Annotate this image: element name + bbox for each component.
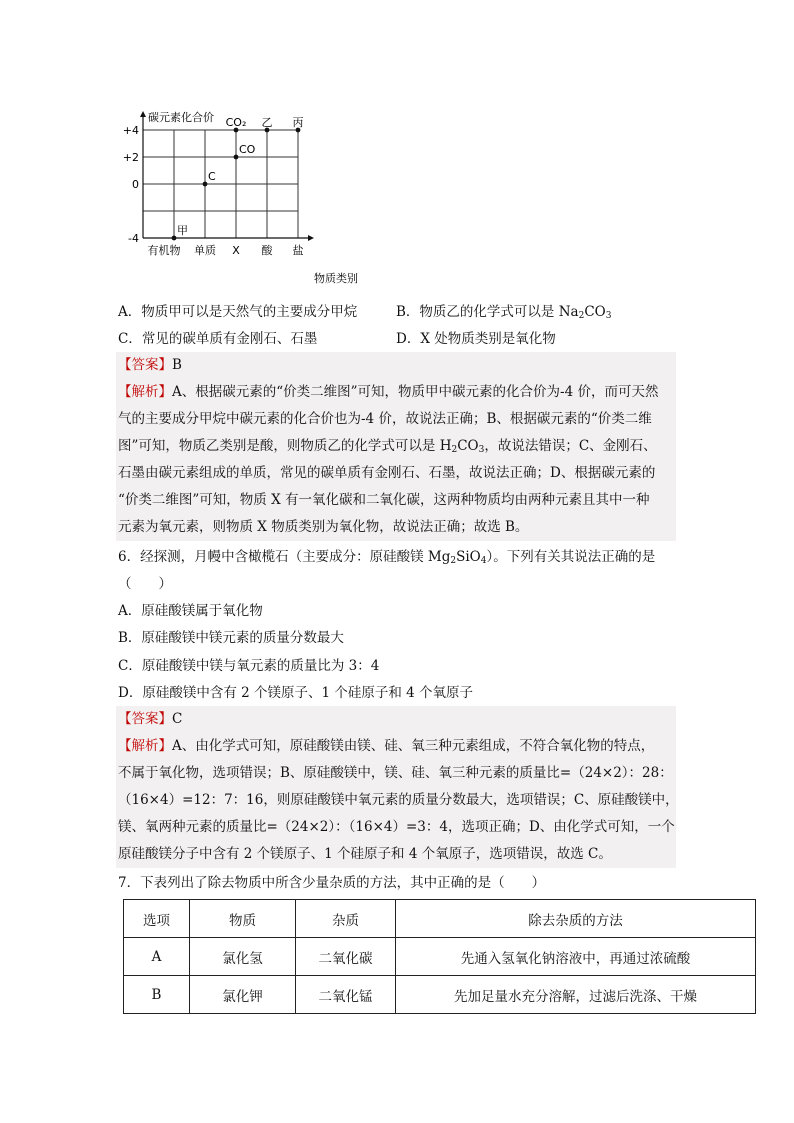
y-tick-label: 0	[132, 178, 139, 191]
q7-table	[123, 899, 756, 1014]
q5-answer-block	[116, 352, 676, 541]
q6-analysis-line: 不属于氧化物，选项错误；B、原硅酸镁中，镁、硅、氧三种元素的质量比=（24×2）：28：	[118, 765, 673, 781]
q6-option-d: D．原硅酸镁中含有 2 个镁原子、1 个硅原子和 4 个氧原子	[118, 685, 474, 701]
table-header: 物质	[190, 900, 296, 938]
table-cell: 先通入氢氧化钠溶液中，再通过浓硫酸	[396, 938, 756, 976]
y-tick-label: -4	[128, 232, 139, 245]
y-tick-label: +2	[122, 151, 139, 164]
q5-option-c: C．常见的碳单质有金刚石、石墨	[118, 331, 318, 347]
q5-option-a: A．物质甲可以是天然气的主要成分甲烷	[118, 304, 358, 320]
table-header: 除去杂质的方法	[396, 900, 756, 938]
q5-analysis-line: “价类二维图”可知，物质 X 有一氧化碳和二氧化碳，这两种物质均由两种元素且其中一种	[118, 492, 650, 508]
q5-analysis-line: 【解析】A、根据碳元素的“价类二维图”可知，物质甲中碳元素的化合价为-4 价，而可天然	[118, 384, 659, 400]
y-tick-label: +4	[122, 124, 139, 137]
table-header: 选项	[124, 900, 190, 938]
q5-analysis-line: 气的主要成分甲烷中碳元素的化合价也为-4 价，故说法正确；B、根据碳元素的“价类二维	[118, 411, 652, 427]
x-tick-label: 盐	[292, 244, 304, 257]
y-axis-arrow	[140, 111, 146, 117]
q6-analysis-line: 镁、氧两种元素的质量比=（24×2）：（16×4）=3：4，选项正确；D、由化学式可知，一个	[118, 819, 675, 835]
x-tick-label: 酸	[261, 244, 273, 257]
q6-stem: 6．经探测，月幔中含橄榄石（主要成分：原硅酸镁 $Mg_2SiO_4$）。下列有关其说法正确的是	[118, 549, 656, 566]
q6-answer: 【答案】C	[118, 711, 183, 727]
x-tick-label: 单质	[194, 244, 216, 257]
q5-analysis-line: 图”可知，物质乙类别是酸，则物质乙的化学式可以是 $H_2CO_3$，故说法错误；C、金刚石、	[118, 438, 657, 455]
q6-stem-blank: （ ）	[118, 576, 172, 592]
table-row	[124, 938, 756, 976]
q6-option-a: A．原硅酸镁属于氧化物	[118, 603, 263, 619]
table-cell: B	[124, 976, 190, 1014]
table-header: 杂质	[296, 900, 396, 938]
chart-grid	[143, 130, 298, 238]
table-row	[124, 976, 756, 1014]
data-point	[234, 155, 239, 160]
q6-option-b: B．原硅酸镁中镁元素的质量分数最大	[118, 630, 344, 646]
table-cell: A	[124, 938, 190, 976]
x-axis-arrow	[308, 235, 314, 241]
table-cell: 氯化钾	[190, 976, 296, 1014]
data-point-label: 乙	[261, 116, 273, 129]
table-cell: 二氧化锰	[296, 976, 396, 1014]
chart-xlabel: 物质类别	[314, 272, 358, 285]
data-point-label: C	[208, 170, 216, 183]
data-point-label: CO₂	[225, 116, 247, 129]
table-cell: 二氧化碳	[296, 938, 396, 976]
data-point	[172, 236, 177, 241]
data-point-label: 甲	[177, 224, 188, 237]
q6-option-c: C．原硅酸镁中镁与氧元素的质量比为 3：4	[118, 658, 380, 674]
data-point-label: CO	[239, 143, 256, 156]
data-point-label: 丙	[292, 116, 304, 129]
q6-answer-block	[116, 706, 679, 868]
table-cell: 先加足量水充分溶解，过滤后洗涤、干燥	[396, 976, 756, 1014]
q5-option-b: B．物质乙的化学式可以是 $Na_2CO_3$	[396, 304, 612, 321]
valence-category-chart	[118, 108, 378, 288]
x-tick-label: 有机物	[147, 244, 181, 257]
q7-stem: 7．下表列出了除去物质中所含少量杂质的方法，其中正确的是（ ）	[118, 875, 546, 891]
table-cell: 氯化氢	[190, 938, 296, 976]
q5-analysis-line: 石墨由碳元素组成的单质，常见的碳单质有金刚石、石墨，故说法正确；D、根据碳元素的	[118, 465, 656, 481]
x-tick-label: X	[232, 244, 240, 257]
q6-analysis-line: 【解析】A、由化学式可知，原硅酸镁由镁、硅、氧三种元素组成，不符合氧化物的特点，	[118, 738, 655, 754]
data-point	[203, 182, 208, 187]
chart-ylabel: 碳元素化合价	[148, 111, 214, 124]
q5-analysis-line: 元素为氧元素，则物质 X 物质类别为氧化物，故说法正确；故选 B。	[118, 519, 529, 535]
q5-answer: 【答案】B	[118, 357, 182, 373]
q6-analysis-line: 原硅酸镁分子中含有 2 个镁原子、1 个硅原子和 4 个氧原子，选项错误，故选 C。	[118, 846, 612, 862]
q6-analysis-line: （16×4）=12：7：16，则原硅酸镁中氧元素的质量分数最大，选项错误；C、原硅酸镁中，	[118, 792, 679, 808]
q5-option-d: D．X 处物质类别是氧化物	[396, 331, 556, 347]
table-header-row	[124, 900, 756, 938]
